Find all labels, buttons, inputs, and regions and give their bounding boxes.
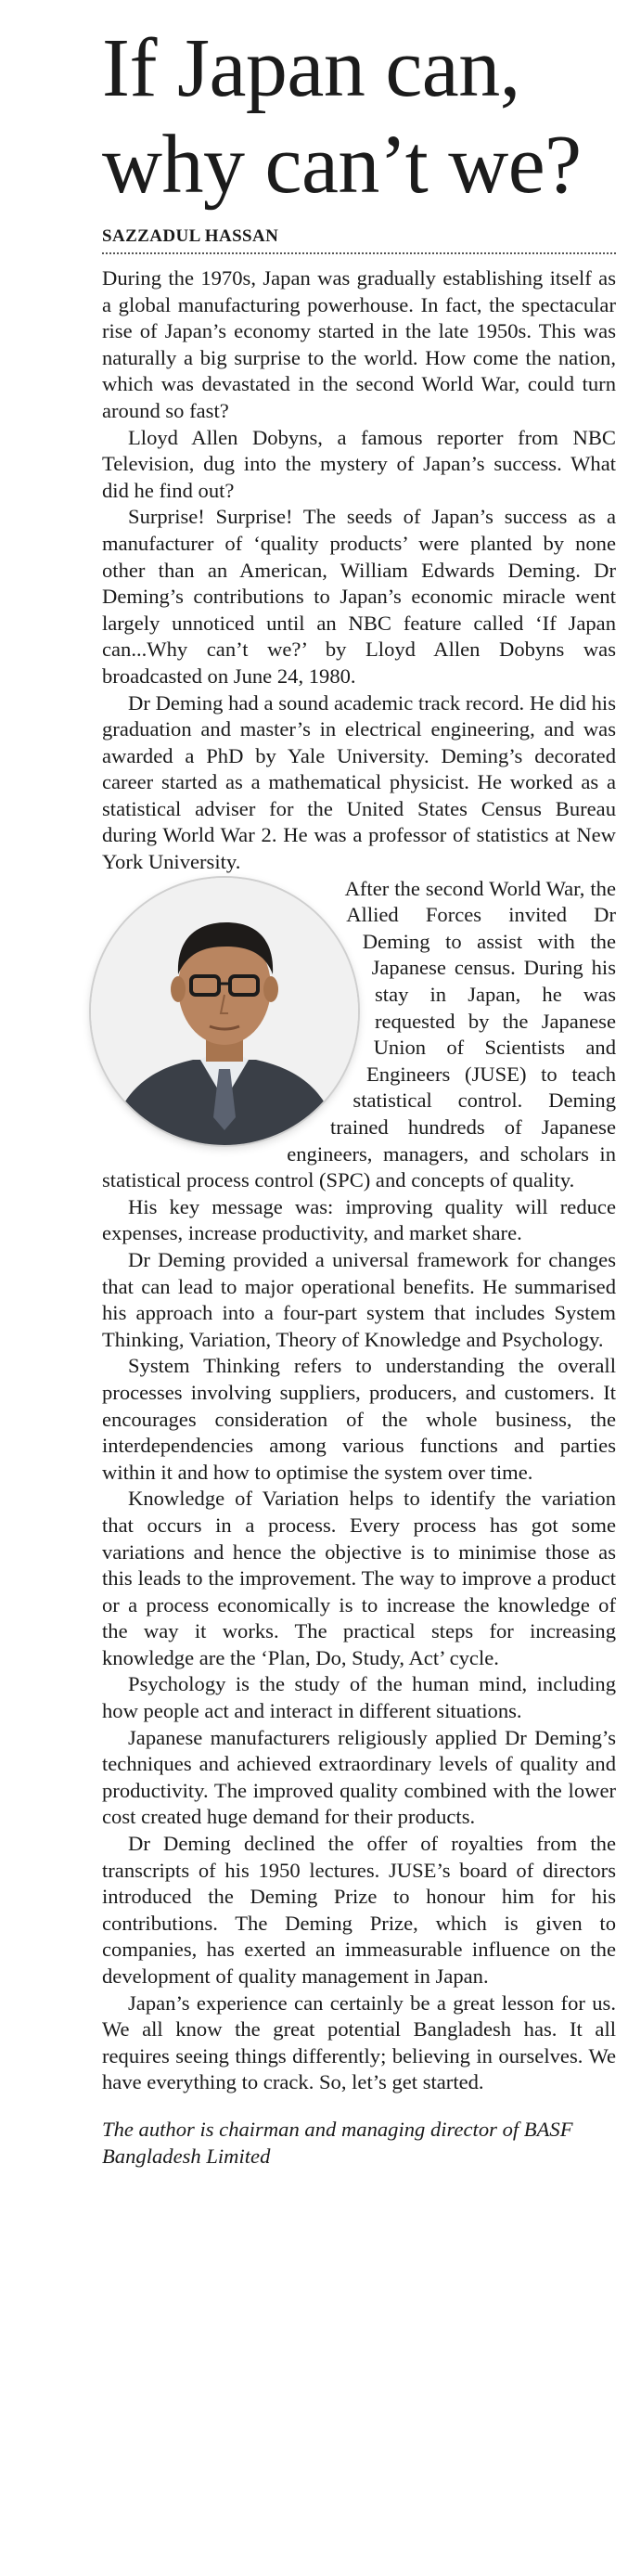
paragraph-4: Dr Deming had a sound academic track record. He did his graduation and master’s in electrical engineering, and was awarded a PhD by Yale University. Deming’s decorated career started as a mathematical physicist. He worked as a statistical adviser for the United States Census Bureau during World War 2. He was a professor of statistics at New York University. bbox=[102, 690, 616, 874]
headline bbox=[102, 20, 616, 213]
paragraph-11: Japanese manufacturers religiously applied Dr Deming’s techniques and achieved extraordinary levels of quality and productivity. The improved quality combined with the lower cost created huge demand for their products. bbox=[102, 1725, 616, 1829]
paragraph-5: After the second World War, the Allied Forces invited Dr Deming to assist with the Japanese census. During his stay in Japan, he was requested by the Japanese Union of Scientists and Engineers (JUSE) to teach statistical control. Deming trained hundreds of Japanese engineers, managers, and scholars in statistical process control (SPC) and concepts of quality. bbox=[102, 876, 616, 1192]
paragraph-13: Japan’s experience can certainly be a great lesson for us. We all know the great potential Bangladesh has. It all requires seeing things differently; believing in ourselves. We have everything to crack. So, let’s get started. bbox=[102, 1990, 616, 2094]
headline-line-1: If Japan can, bbox=[102, 22, 520, 114]
author-portrait-illustration bbox=[91, 878, 358, 1145]
paragraph-3: Surprise! Surprise! The seeds of Japan’s success as a manufacturer of ‘quality products’ were planted by none other than an American, William Edwards Deming. Dr Deming’s contributions to Japan’s economic miracle went largely unnoticed until an NBC feature called ‘If Japan can...Why can’t we?’ by Lloyd Allen Dobyns was broadcasted on June 24, 1980. bbox=[102, 505, 616, 688]
paragraph-10: Psychology is the study of the human mind, including how people act and interact in different situations. bbox=[102, 1672, 616, 1723]
author-note: The author is chairman and managing director of BASF Bangladesh Limited bbox=[102, 2117, 573, 2168]
article-body bbox=[102, 265, 616, 2096]
paragraph-6: His key message was: improving quality will reduce expenses, increase productivity, and market share. bbox=[102, 1194, 616, 1245]
paragraph-7: Dr Deming provided a universal framework for changes that can lead to major operational benefits. He summarised his approach into a four-part system that includes System Thinking, Variation, Theory of Knowledge and Psychology. bbox=[102, 1247, 616, 1351]
paragraph-1: During the 1970s, Japan was gradually establishing itself as a global manufacturing powerhouse. In fact, the spectacular rise of Japan’s economy started in the late 1950s. This was naturally a big surprise to the world. How come the nation, which was devastated in the second World War, could turn around so fast? bbox=[102, 266, 616, 422]
paragraph-9: Knowledge of Variation helps to identify the variation that occurs in a process. Every process has got some variations and hence the objective is to minimise those as this leads to the improvement. The way to improve a product or a process economically is to increase the knowledge of the way it works. The practical steps for increasing knowledge are the ‘Plan, Do, Study, Act’ cycle. bbox=[102, 1487, 616, 1669]
byline: SAZZADUL HASSAN bbox=[102, 226, 616, 254]
paragraph-12: Dr Deming declined the offer of royalties from the transcripts of his 1950 lectures. JUSE’s board of directors introduced the Deming Prize to honour him for his contributions. The Deming Prize, which is given to companies, has exerted an immeasurable influence on the development of quality management in Japan. bbox=[102, 1832, 616, 1988]
headline-line-2: why can’t we? bbox=[102, 119, 582, 211]
author-portrait bbox=[91, 878, 358, 1145]
paragraph-2: Lloyd Allen Dobyns, a famous reporter from NBC Television, dug into the mystery of Japan’s success. What did he find out? bbox=[102, 425, 616, 502]
paragraph-8: System Thinking refers to understanding the overall processes involving suppliers, producers, and customers. It encourages consideration of the whole business, the interdependencies among various functions and parties within it and how to optimise the system over time. bbox=[102, 1354, 616, 1484]
